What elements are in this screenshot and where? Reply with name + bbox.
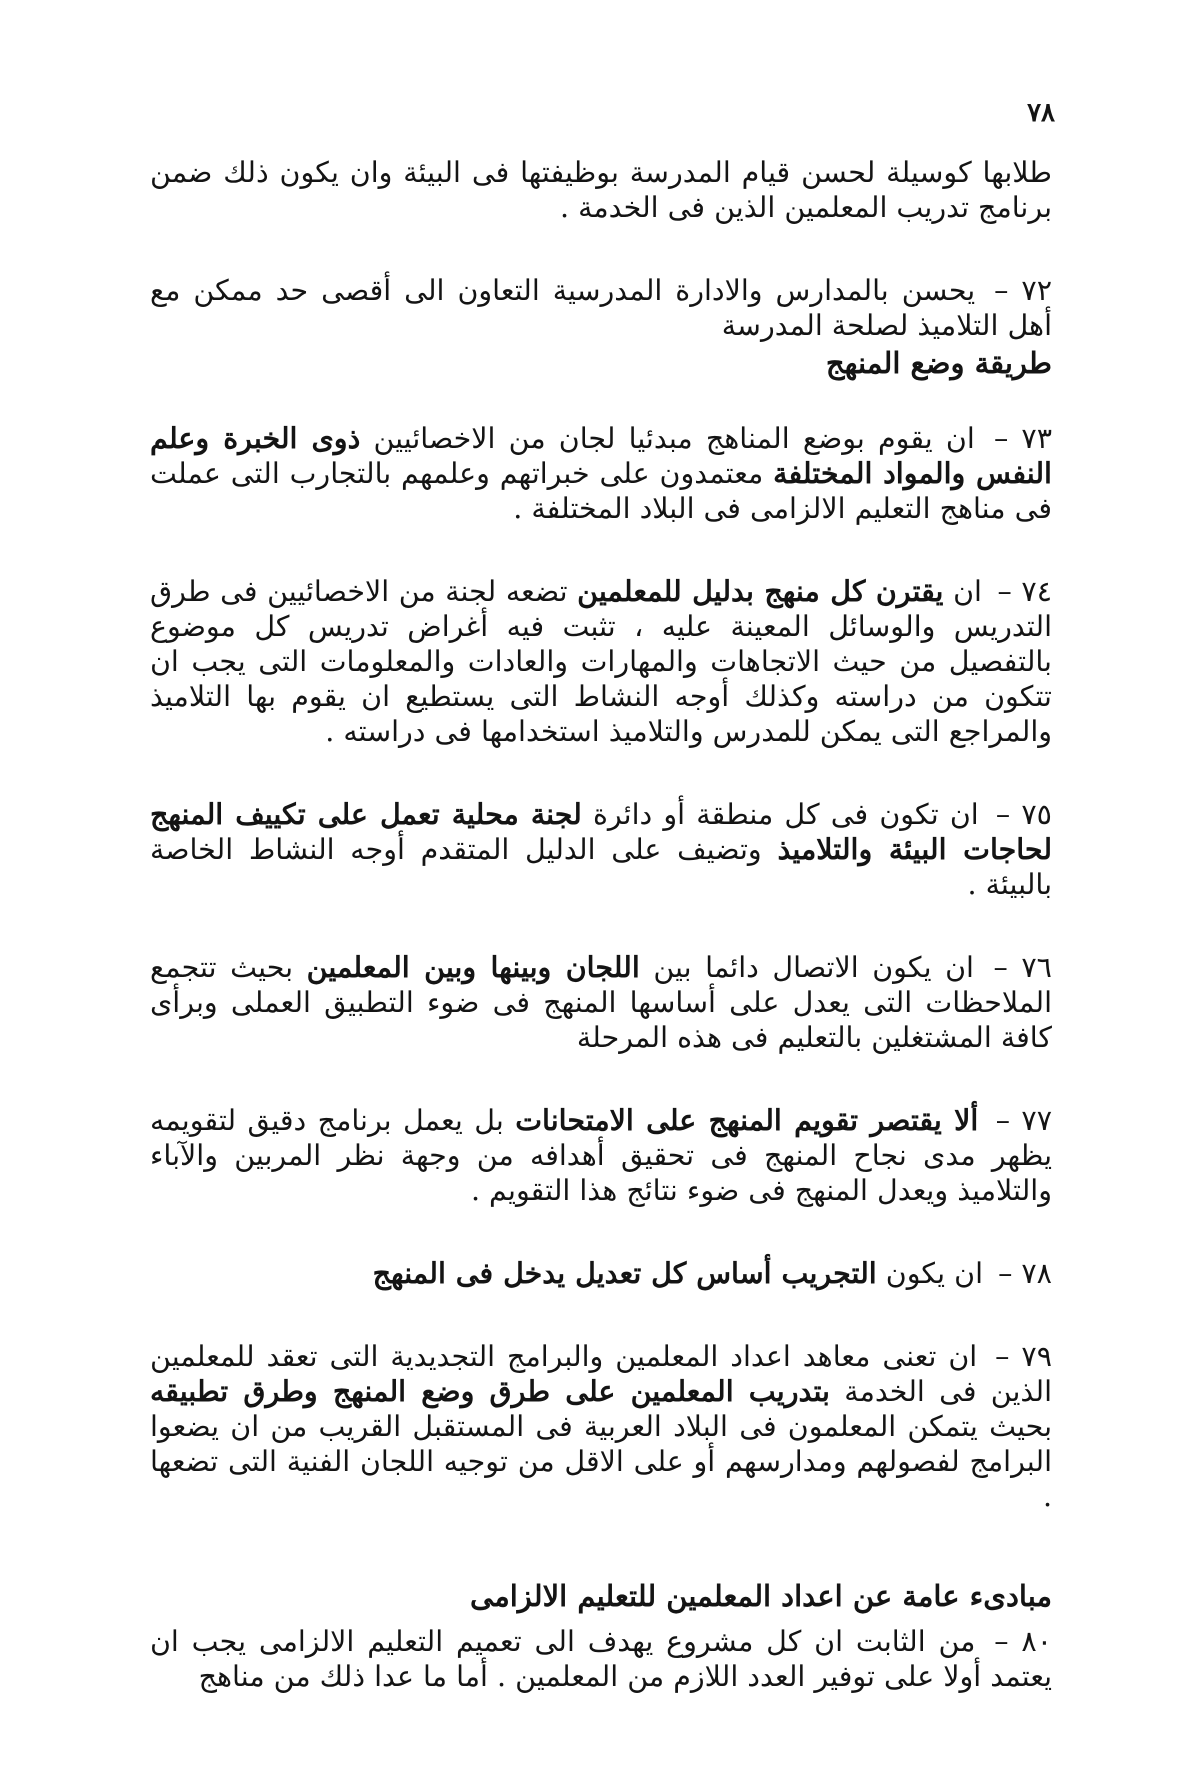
paragraph-text: ان تعنى معاهد اعداد المعلمين والبرامج التجديدية التى تعقد للمعلمين الذين فى الخدمة: [150, 1340, 1052, 1408]
paragraph-73: [150, 421, 1052, 526]
paragraph-75: [150, 797, 1052, 902]
paragraph-text: ان يكون: [885, 1257, 983, 1290]
page-body: [150, 155, 1052, 1694]
paragraph-72: [150, 273, 1052, 343]
paragraph-emphasis: بتدريب المعلمين على طرق وضع المنهج وطرق تطبيقه: [150, 1374, 830, 1408]
paragraph-number: ٧٢ –: [994, 274, 1053, 307]
section-heading-principles: مبادىء عامة عن اعداد المعلمين للتعليم الالزامى: [470, 1579, 1052, 1613]
paragraph-emphasis: اللجان وبينها وبين المعلمين: [306, 950, 640, 984]
paragraph-text: من الثابت ان كل مشروع يهدف الى تعميم التعليم الالزامى يجب ان يعتمد أولا على توفير العدد اللازم من المعلمين . أما ما عدا ذلك من مناهج: [150, 1625, 1052, 1693]
paragraph-74: [150, 574, 1052, 749]
paragraph-emphasis: ذوى الخبرة وعلم النفس والمواد المختلفة: [150, 421, 1052, 490]
paragraph-emphasis: ألا يقتصر تقويم المنهج على الامتحانات: [515, 1103, 979, 1137]
paragraph-number: ٧٨ –: [998, 1257, 1052, 1290]
intro-text: طلابها كوسيلة لحسن قيام المدرسة بوظيفتها فى البيئة وان يكون ذلك ضمن برنامج تدريب المعلمين الذين فى الخدمة .: [150, 156, 1052, 224]
paragraph-number: ٧٥ –: [995, 798, 1052, 831]
paragraph-text: بحيث يتمكن المعلمون فى البلاد العربية فى المستقبل القريب من ان يضعوا البرامج لفصولهم ومدارسهم أو على الاقل من توجيه اللجان الفنية التى تضعها .: [150, 1410, 1052, 1513]
paragraph-text: ان يقوم بوضع المناهج مبدئيا لجان من الاخصائيين: [373, 422, 975, 455]
section-heading-curriculum: طريقة وضع المنهج: [825, 346, 1052, 380]
paragraph-number: ٧٤ –: [997, 575, 1053, 608]
intro-paragraph: [150, 155, 1052, 225]
page-number: ٧٨: [1027, 98, 1055, 128]
paragraph-emphasis: التجريب أساس كل تعديل يدخل فى المنهج: [372, 1256, 877, 1290]
paragraph-number: ٨٠ –: [994, 1625, 1053, 1658]
paragraph-text: بل يعمل برنامج دقيق لتقويمه يظهر مدى نجاح المنهج فى تحقيق أهدافه من وجهة نظر المربين والآباء والتلاميذ ويعدل المنهج فى ضوء نتائج هذا التقويم .: [150, 1104, 1052, 1207]
paragraph-number: ٧٦ –: [993, 951, 1052, 984]
paragraph-text: معتمدون على خبراتهم وعلمهم بالتجارب التى عملت فى مناهج التعليم الالزامى فى البلاد المختلفة .: [150, 457, 1052, 525]
paragraph-76: [150, 950, 1052, 1055]
paragraph-number: ٧٧ –: [995, 1104, 1053, 1137]
paragraph-77: [150, 1103, 1052, 1208]
paragraph-text: تضعه لجنة من الاخصائيين فى طرق التدريس والوسائل المعينة عليه ، تثبت فيه أغراض تدريس كل موضوع بالتفصيل من حيث الاتجاهات والمهارات والعادات والمعلومات التى يجب ان تتكون من دراسته وكذلك أوجه النشاط التى يستطيع ان يقوم بها التلاميذ والمراجع التى يمكن للمدرس والتلاميذ استخدامها فى دراسته .: [150, 575, 1052, 748]
paragraph-text: ان: [953, 575, 982, 608]
paragraph-text: وتضيف على الدليل المتقدم أوجه النشاط الخاصة بالبيئة .: [150, 833, 1052, 901]
paragraph-emphasis: يقترن كل منهج بدليل للمعلمين: [577, 574, 944, 608]
paragraph-text: ان يكون الاتصال دائما بين: [653, 951, 974, 984]
paragraph-text: بحيث تتجمع الملاحظات التى يعدل على أساسها المنهج فى ضوء التطبيق العملى وبرأى كافة المشتغلين بالتعليم فى هذه المرحلة: [150, 951, 1052, 1054]
paragraph-emphasis: لجنة محلية تعمل على تكييف المنهج لحاجات البيئة والتلاميذ: [150, 797, 1053, 866]
paragraph-80: [150, 1624, 1052, 1694]
paragraph-79: [150, 1339, 1052, 1514]
paragraph-number: ٧٣ –: [993, 422, 1053, 455]
paragraph-number: ٧٩ –: [995, 1340, 1053, 1373]
paragraph-text: يحسن بالمدارس والادارة المدرسية التعاون الى أقصى حد ممكن مع أهل التلاميذ لصلحة المدرسة: [150, 274, 1052, 342]
paragraph-78: [150, 1256, 1052, 1291]
paragraph-text: ان تكون فى كل منطقة أو دائرة: [592, 798, 979, 831]
